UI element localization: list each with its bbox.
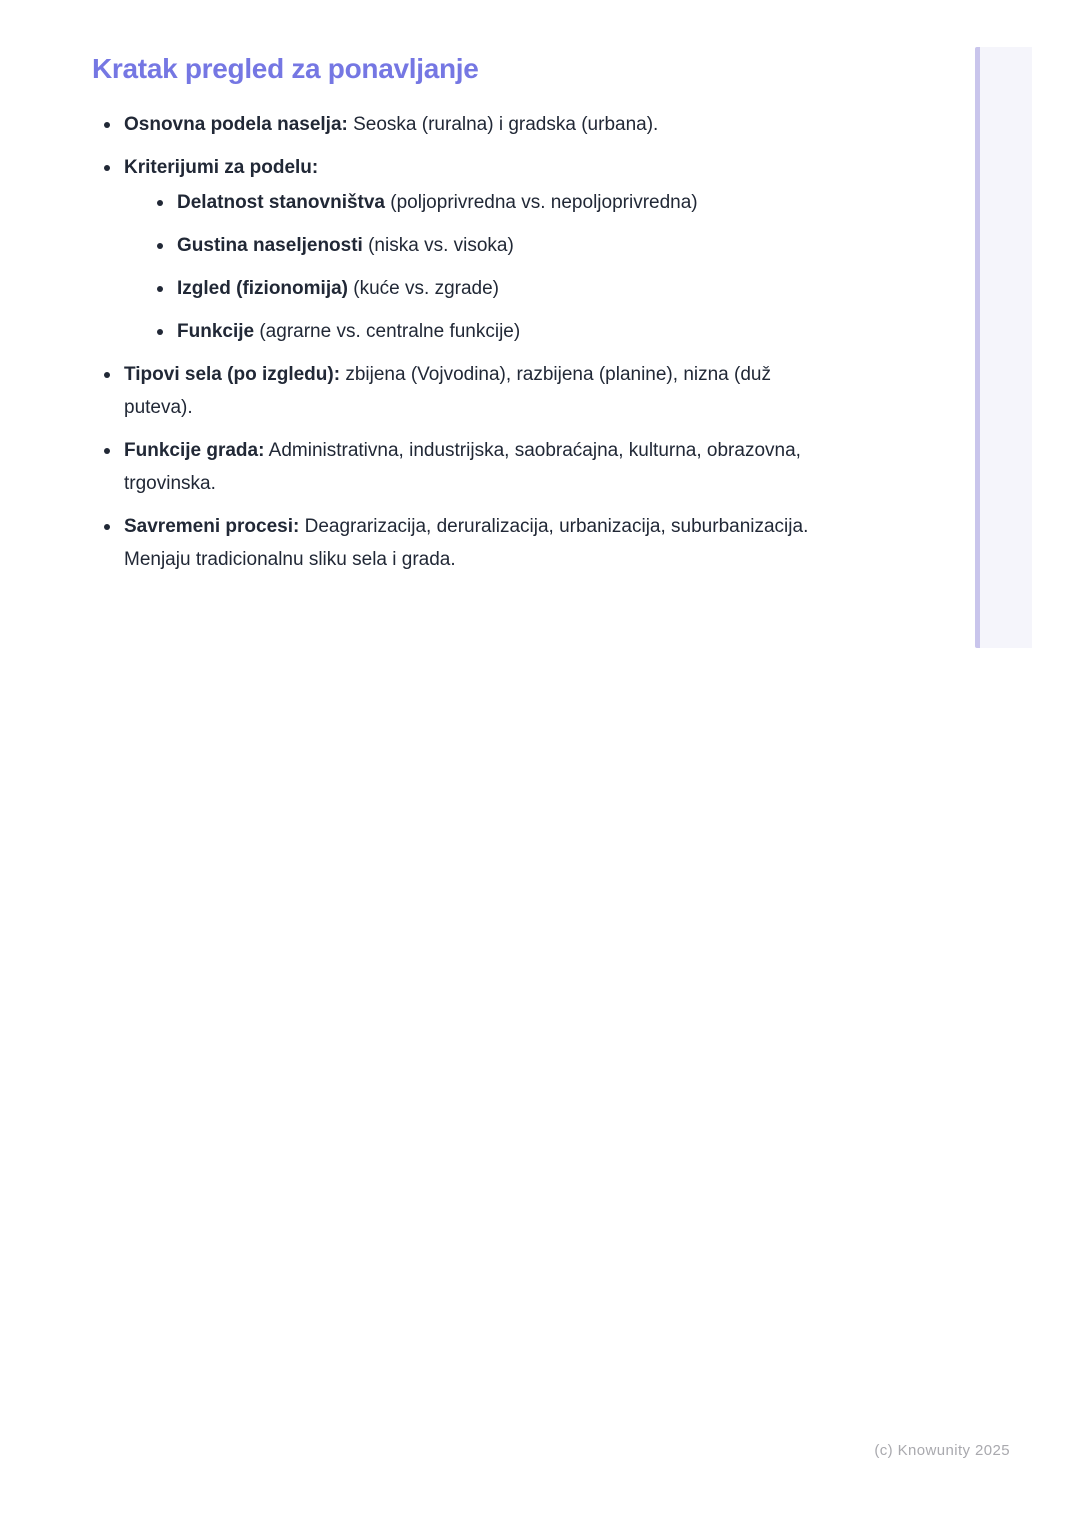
sub-list-item xyxy=(157,315,816,348)
item-label: Tipovi sela (po izgledu): xyxy=(124,364,341,385)
item-text: (niska vs. visoka) xyxy=(362,235,514,256)
list-item xyxy=(104,510,816,576)
sub-list-item xyxy=(157,272,816,305)
sub-list-item xyxy=(157,229,816,262)
item-text: (agrarne vs. centralne funkcije) xyxy=(254,321,521,342)
item-label: Funkcije xyxy=(177,321,255,342)
bullet-icon xyxy=(104,372,110,378)
item-label: Kriterijumi za podelu: xyxy=(124,157,319,178)
bullet-icon xyxy=(104,448,110,454)
item-label: Izgled (fizionomija) xyxy=(177,278,348,299)
item-label: Savremeni procesi: xyxy=(124,516,300,537)
item-text: (kuće vs. zgrade) xyxy=(348,278,499,299)
item-label: Funkcije grada: xyxy=(124,440,265,461)
item-label: Delatnost stanovništva xyxy=(177,192,385,213)
sub-list-item xyxy=(157,186,816,219)
list-item xyxy=(104,358,816,424)
item-text: zbijena (Vojvodina), razbijena (planine), nizna (duž puteva). xyxy=(124,364,771,418)
item-label: Osnovna podela naselja: xyxy=(124,114,348,135)
list-item xyxy=(104,108,816,141)
item-label: Gustina naseljenosti xyxy=(177,235,363,256)
bullet-icon xyxy=(104,524,110,530)
item-text: Administrativna, industrijska, saobraćajna, kulturna, obrazovna, trgovinska. xyxy=(124,440,801,494)
bullet-icon xyxy=(104,165,110,171)
item-text: Deagrarizacija, deruralizacija, urbanizacija, suburbanizacija. Menjaju tradicionalnu sliku sela i grada. xyxy=(124,516,809,570)
page-title: Kratak pregled za ponavljanje xyxy=(92,53,479,84)
bullet-icon xyxy=(157,200,163,206)
bullet-icon xyxy=(157,243,163,249)
bullet-icon xyxy=(157,286,163,292)
list-item xyxy=(104,434,816,500)
item-text: (poljoprivredna vs. nepoljoprivredna) xyxy=(385,192,698,213)
sub-bullet-list xyxy=(124,186,816,348)
item-text: Seoska (ruralna) i gradska (urbana). xyxy=(347,114,659,135)
bullet-icon xyxy=(157,329,163,335)
bullet-icon xyxy=(104,122,110,128)
side-panel xyxy=(975,47,1032,648)
list-item xyxy=(104,151,816,348)
footer-credit: (c) Knowunity 2025 xyxy=(874,1442,1010,1459)
bullet-list xyxy=(104,108,816,586)
